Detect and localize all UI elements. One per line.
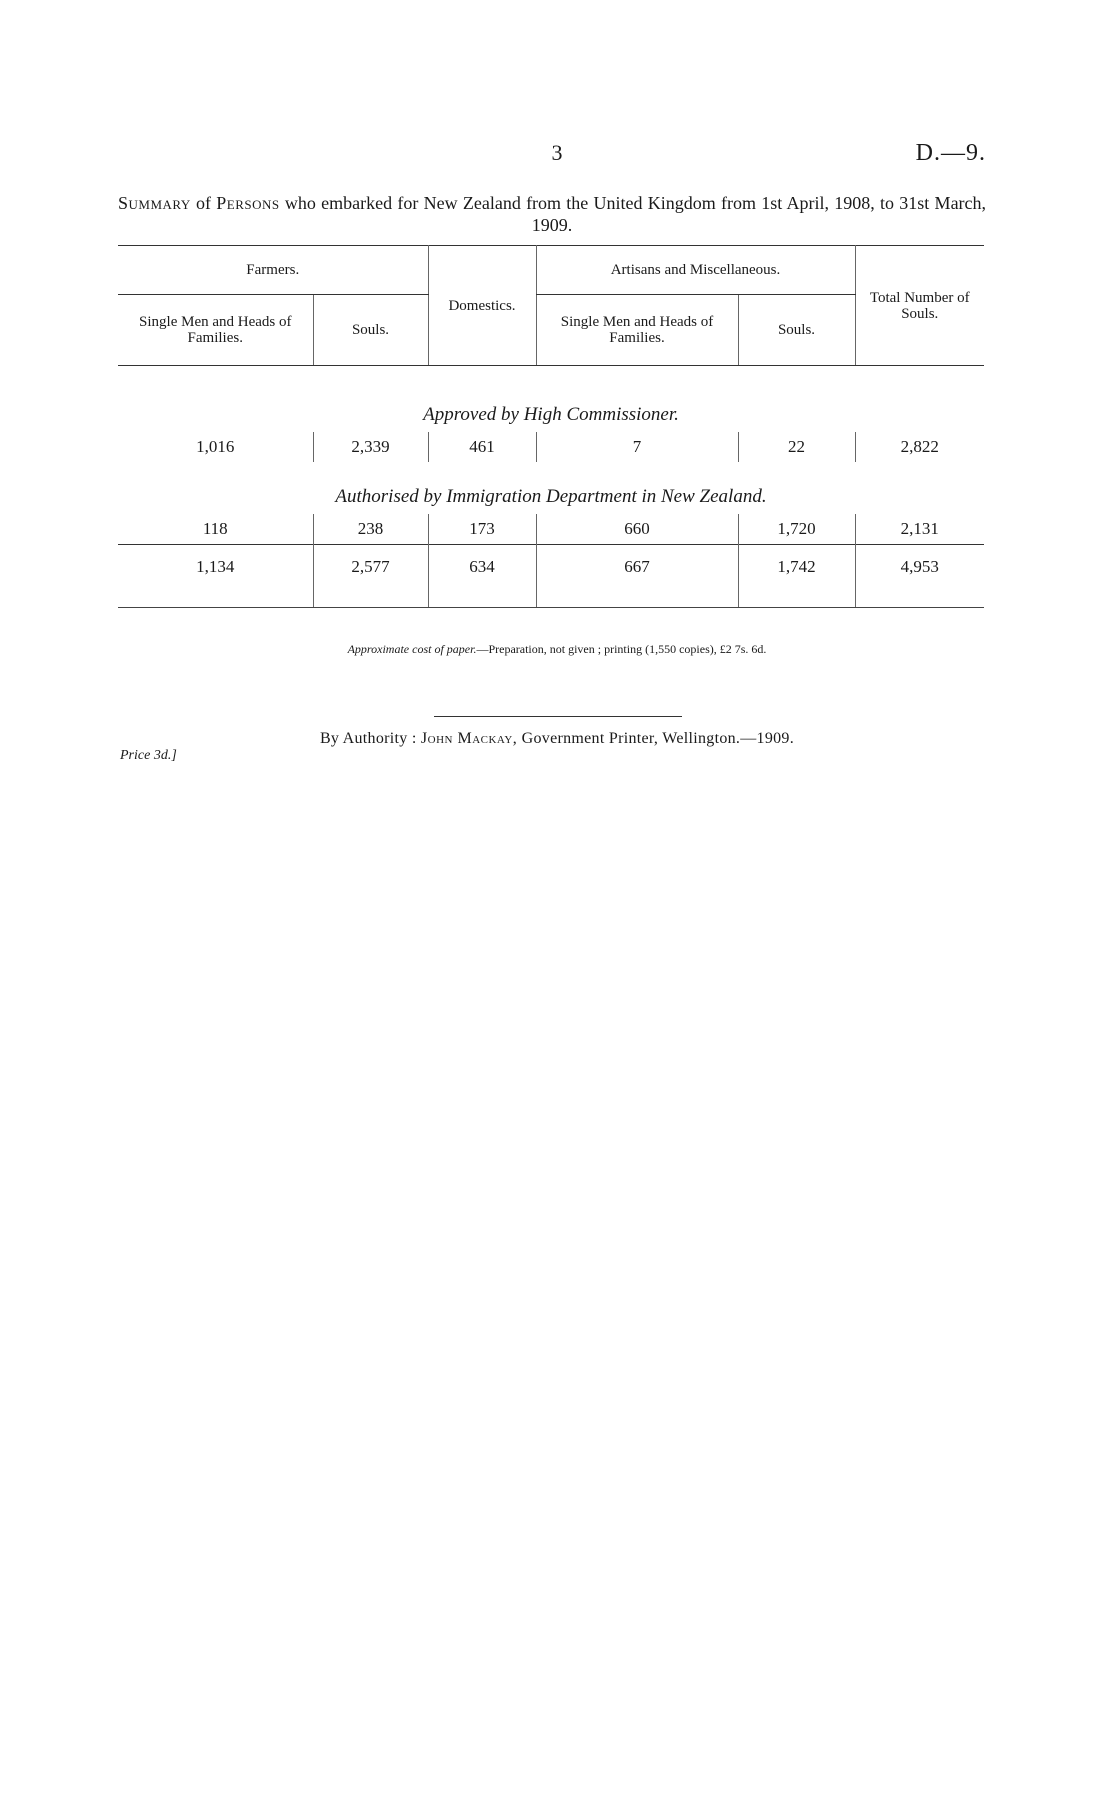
- summary-table-container: [118, 245, 984, 608]
- title-word-of: of: [196, 193, 212, 213]
- table-cell: 1,016: [196, 437, 235, 456]
- header-total-souls: Total Number of Souls.: [855, 246, 984, 366]
- header-artisans-souls: Souls.: [738, 295, 855, 366]
- table-cell: 173: [428, 514, 536, 545]
- header-farmers: Farmers.: [118, 246, 428, 295]
- table-cell: 2,822: [855, 432, 984, 462]
- header-farmers-souls: Souls.: [313, 295, 428, 366]
- imprint-suffix: Government Printer, Wellington.—1909.: [521, 730, 795, 747]
- document-reference: D.—9.: [915, 140, 986, 166]
- table-cell: 22: [738, 432, 855, 462]
- table-cell: 2,131: [855, 514, 984, 545]
- table-cell: 4,953: [855, 545, 984, 608]
- imprint-printer-name: John Mackay,: [420, 730, 518, 747]
- table-cell: 1,720: [738, 514, 855, 545]
- section-label-approved: Approved by High Commissioner.: [423, 404, 679, 425]
- table-cell: 667: [536, 545, 738, 608]
- table-cell: 634: [428, 545, 536, 608]
- table-cell: 1,742: [738, 545, 855, 608]
- price-note: Price 3d.]: [120, 748, 177, 763]
- header-artisans: Artisans and Miscellaneous.: [536, 246, 855, 295]
- summary-table: [118, 245, 984, 608]
- table-cell: 660: [536, 514, 738, 545]
- table-cell: 2,339: [313, 432, 428, 462]
- summary-title: [118, 192, 986, 236]
- title-word-persons: Persons: [216, 193, 280, 213]
- title-rest: who embarked for New Zealand from the United Kingdom from 1st April, 1908, to 31st March, 1909.: [284, 193, 987, 235]
- table-cell: 7: [536, 432, 738, 462]
- title-word-summary: Summary: [118, 193, 191, 213]
- table-cell: 461: [428, 432, 536, 462]
- table-cell: 118: [202, 519, 228, 538]
- cost-label: Approximate cost of paper.: [347, 642, 477, 656]
- page-number: 3: [551, 140, 563, 165]
- header-artisans-single-men: Single Men and Heads of Families.: [536, 295, 738, 366]
- section-label-authorised: Authorised by Immigration Department in New Zealand.: [335, 486, 767, 507]
- table-row-authorised: [118, 514, 984, 545]
- table-row-approved: [118, 432, 984, 462]
- table-row-totals: [118, 545, 984, 608]
- printer-imprint: [0, 730, 1114, 748]
- cost-note: [0, 642, 1114, 657]
- imprint-prefix: By Authority :: [319, 730, 417, 747]
- table-cell: 2,577: [313, 545, 428, 608]
- table-cell: 1,134: [118, 545, 313, 608]
- divider: [434, 716, 682, 717]
- header-domestics: Domestics.: [428, 246, 536, 366]
- header-farmers-single-men: Single Men and Heads of Families.: [118, 295, 313, 366]
- cost-text: —Preparation, not given ; printing (1,550 copies), £2 7s. 6d.: [476, 642, 767, 656]
- table-cell: 238: [313, 514, 428, 545]
